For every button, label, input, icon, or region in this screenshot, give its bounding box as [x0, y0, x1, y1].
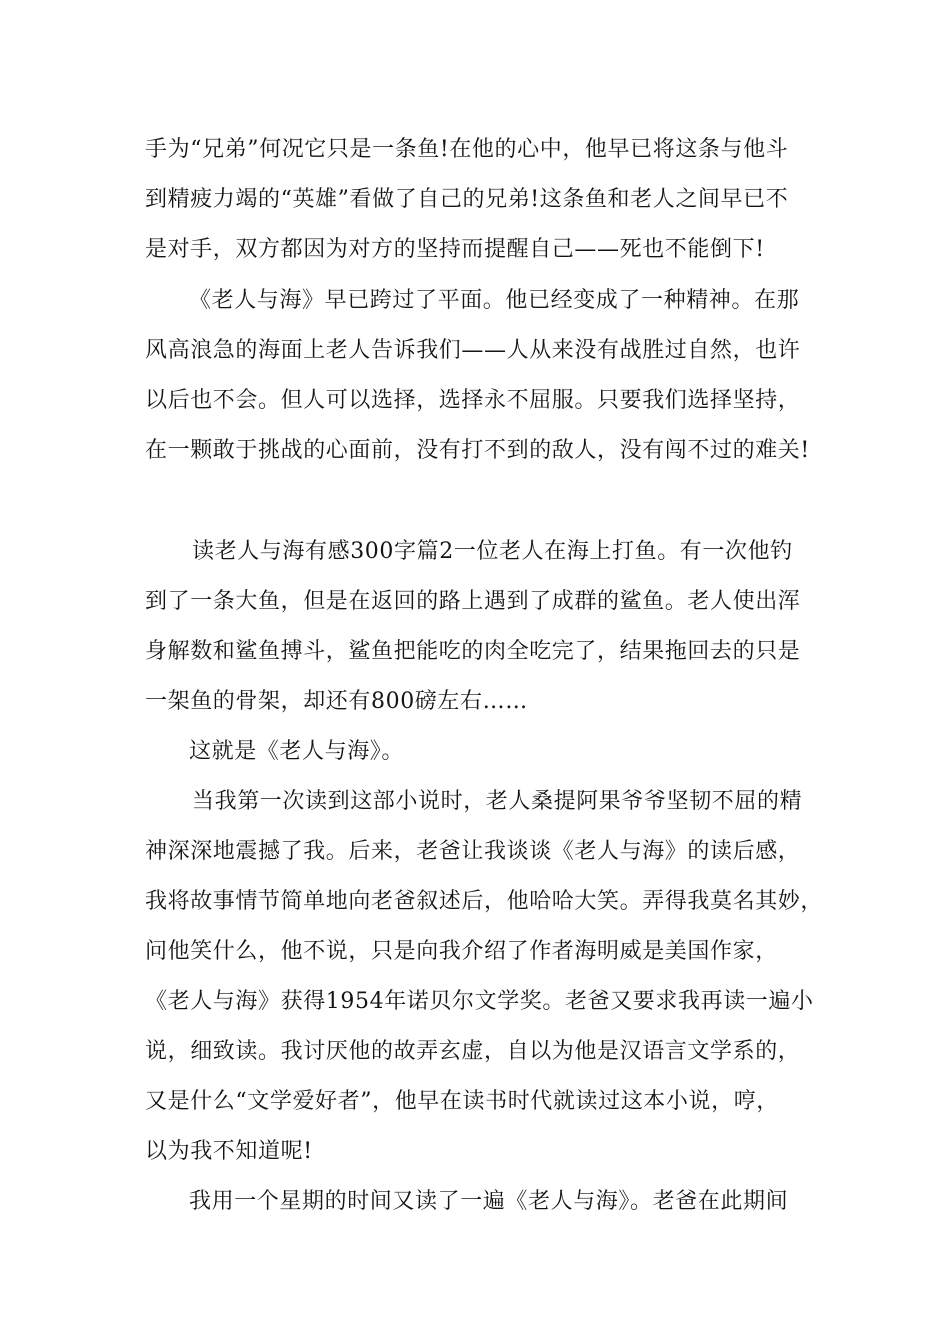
text-line: 在一颗敢于挑战的心面前，没有打不到的敌人，没有闯不过的难关! — [145, 438, 810, 463]
text-line: 到精疲力竭的“英雄”看做了自己的兄弟!这条鱼和老人之间早已不 — [145, 187, 789, 212]
text-line: 当我第一次读到这部小说时，老人桑提阿果爷爷坚韧不屈的精 — [192, 789, 803, 814]
text-line: 神深深地震撼了我。后来，老爸让我谈谈《老人与海》的读后感， — [145, 839, 801, 864]
text-line: 手为“兄弟”何况它只是一条鱼!在他的心中，他早已将这条与他斗 — [145, 137, 789, 162]
text-line: 又是什么“文学爱好者”，他早在读书时代就读过这本小说，哼， — [145, 1089, 779, 1114]
text-line: 说，细致读。我讨厌他的故弄玄虚，自以为他是汉语言文学系的， — [145, 1039, 801, 1064]
text-line: 以后也不会。但人可以选择，选择永不屈服。只要我们选择坚持， — [145, 388, 801, 413]
text-line: 我用一个星期的时间又读了一遍《老人与海》。老爸在此期间 — [189, 1189, 789, 1214]
text-line: 《老人与海》获得1954年诺贝尔文学奖。老爸又要求我再读一遍小 — [145, 989, 814, 1014]
text-line: 读老人与海有感300字篇2一位老人在海上打鱼。有一次他钓 — [192, 539, 793, 564]
text-line: 《老人与海》早已跨过了平面。他已经变成了一种精神。在那 — [189, 288, 800, 313]
text-line: 到了一条大鱼，但是在返回的路上遇到了成群的鲨鱼。老人使出浑 — [145, 589, 801, 614]
text-line: 风高浪急的海面上老人告诉我们——人从来没有战胜过自然，也许 — [145, 338, 801, 363]
text-line: 身解数和鲨鱼搏斗，鲨鱼把能吃的肉全吃完了，结果拖回去的只是 — [145, 639, 801, 664]
text-line: 我将故事情节简单地向老爸叙述后，他哈哈大笑。弄得我莫名其妙， — [145, 889, 824, 914]
text-line: 是对手，双方都因为对方的坚持而提醒自己——死也不能倒下! — [145, 237, 765, 262]
text-line: 以为我不知道呢! — [145, 1139, 313, 1164]
text-line: 一架鱼的骨架，却还有800磅左右…… — [145, 689, 528, 714]
text-line: 这就是《老人与海》。 — [189, 739, 405, 764]
text-line: 问他笑什么，他不说，只是向我介绍了作者海明威是美国作家， — [145, 939, 778, 964]
